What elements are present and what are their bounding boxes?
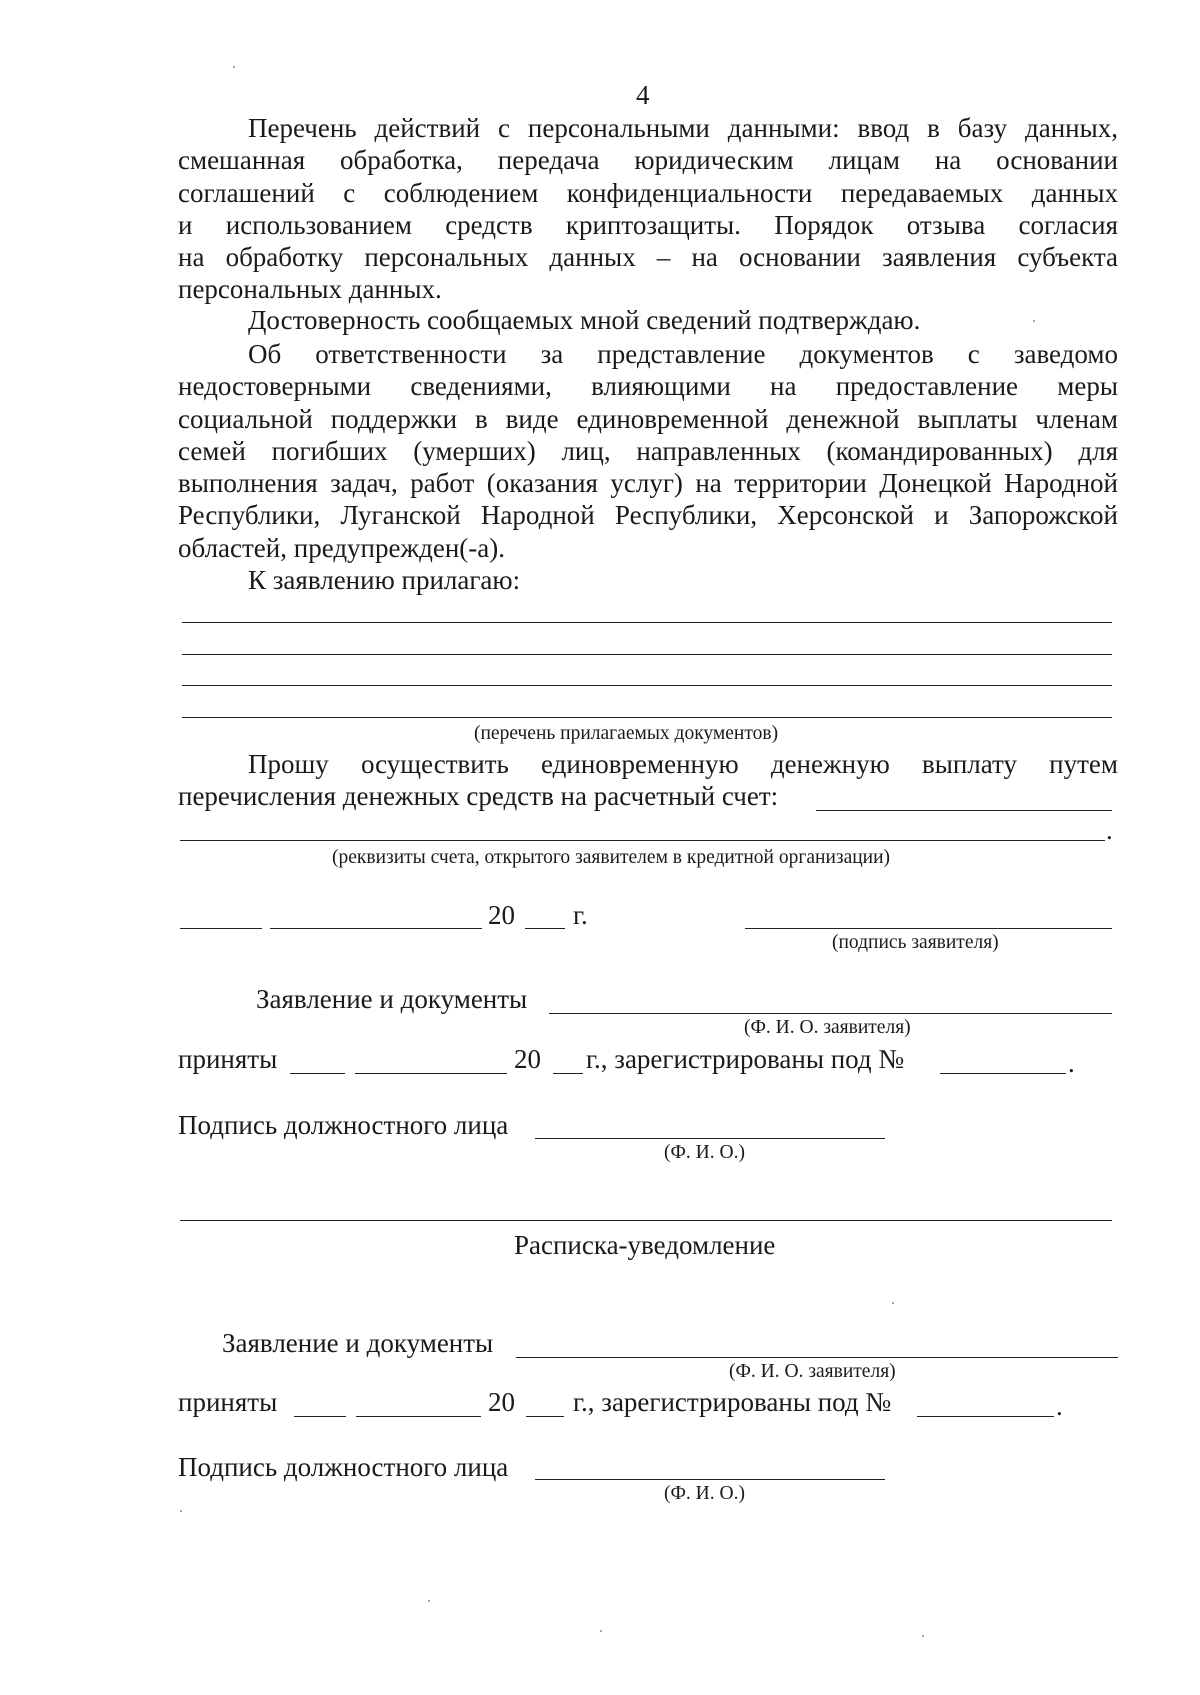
payment-paragraph bbox=[178, 748, 1118, 780]
acceptance-day-field[interactable] bbox=[290, 1073, 345, 1074]
scan-speck bbox=[922, 1635, 924, 1637]
acceptance-month-field[interactable] bbox=[355, 1073, 507, 1074]
acceptance-official-label: Подпись должностного лица bbox=[178, 1110, 509, 1140]
receipt-title: Расписка-уведомление bbox=[514, 1230, 776, 1260]
responsibility-line: семей погибших (умерших) лиц, направленных (командированных) для bbox=[178, 435, 1118, 466]
year-field[interactable] bbox=[525, 928, 565, 929]
account-field[interactable] bbox=[816, 810, 1112, 811]
acceptance-number-field[interactable] bbox=[940, 1073, 1066, 1074]
attachments-caption: (перечень прилагаемых документов) bbox=[474, 723, 779, 744]
consent-line: Перечень действий с персональными данными: ввод в базу данных, bbox=[248, 113, 1118, 143]
receipt-day-field[interactable] bbox=[294, 1416, 346, 1417]
month-field[interactable] bbox=[270, 928, 482, 929]
attachments-line[interactable] bbox=[182, 654, 1112, 655]
acceptance-docs-label: Заявление и документы bbox=[256, 984, 528, 1014]
receipt-year-field[interactable] bbox=[526, 1416, 564, 1417]
receipt-fio-field[interactable] bbox=[516, 1357, 1118, 1358]
day-field[interactable] bbox=[180, 928, 262, 929]
payment-line: Прошу осуществить единовременную денежную выплату путем bbox=[248, 749, 1118, 779]
signature-caption: (подпись заявителя) bbox=[832, 932, 999, 953]
responsibility-line: выполнения задач, работ (оказания услуг) на территории Донецкой Народной bbox=[178, 468, 1118, 499]
consent-line: соглашений с соблюдением конфиденциальности передаваемых данных bbox=[178, 177, 1118, 208]
page-number: 4 bbox=[636, 80, 650, 110]
scan-speck bbox=[600, 1630, 602, 1632]
consent-paragraph bbox=[178, 112, 1118, 306]
confirmation-text: Достоверность сообщаемых мной сведений подтверждаю. bbox=[248, 305, 921, 335]
responsibility-line: Республики, Луганской Народной Республики, Херсонской и Запорожской bbox=[178, 500, 1118, 531]
consent-line: на обработку персональных данных – на основании заявления субъекта bbox=[178, 242, 1118, 273]
acceptance-year-prefix: 20 bbox=[514, 1044, 541, 1074]
receipt-docs-label: Заявление и документы bbox=[222, 1328, 494, 1358]
account-end-dot: . bbox=[1106, 815, 1113, 845]
receipt-official-label: Подпись должностного лица bbox=[178, 1452, 509, 1482]
responsibility-line: недостоверными сведениями, влияющими на предоставление меры bbox=[178, 371, 1118, 402]
acceptance-official-caption: (Ф. И. О.) bbox=[664, 1142, 745, 1163]
receipt-registered-label: г., зарегистрированы под № bbox=[573, 1387, 892, 1417]
acceptance-end-dot: . bbox=[1068, 1048, 1075, 1078]
attachments-line[interactable] bbox=[182, 622, 1112, 623]
section-divider bbox=[180, 1220, 1112, 1221]
year-suffix: г. bbox=[573, 900, 588, 930]
receipt-fio-caption: (Ф. И. О. заявителя) bbox=[729, 1361, 896, 1382]
receipt-end-dot: . bbox=[1056, 1391, 1063, 1421]
responsibility-line: областей, предупрежден(-а). bbox=[178, 532, 506, 563]
scan-speck bbox=[892, 1302, 894, 1304]
acceptance-official-field[interactable] bbox=[535, 1138, 885, 1139]
acceptance-fio-caption: (Ф. И. О. заявителя) bbox=[744, 1017, 911, 1038]
attachments-line[interactable] bbox=[182, 685, 1112, 686]
scan-speck bbox=[180, 1510, 182, 1512]
responsibility-paragraph bbox=[178, 338, 1118, 564]
responsibility-line: социальной поддержки в виде единовременной денежной выплаты членам bbox=[178, 403, 1118, 434]
responsibility-line: Об ответственности за представление документов с заведомо bbox=[248, 339, 1118, 369]
account-details-field[interactable] bbox=[180, 840, 1105, 841]
acceptance-registered-label: г., зарегистрированы под № bbox=[586, 1044, 905, 1074]
receipt-official-caption: (Ф. И. О.) bbox=[664, 1483, 745, 1504]
scan-speck bbox=[233, 66, 235, 68]
scan-speck bbox=[1033, 320, 1035, 322]
receipt-year-prefix: 20 bbox=[488, 1387, 515, 1417]
receipt-month-field[interactable] bbox=[356, 1416, 481, 1417]
account-caption: (реквизиты счета, открытого заявителем в кредитной организации) bbox=[332, 847, 891, 868]
receipt-accepted-label: приняты bbox=[178, 1387, 278, 1417]
scan-speck bbox=[428, 1600, 430, 1602]
year-prefix: 20 bbox=[488, 900, 515, 930]
attachments-line[interactable] bbox=[182, 717, 1112, 718]
acceptance-year-field[interactable] bbox=[553, 1073, 583, 1074]
receipt-number-field[interactable] bbox=[917, 1416, 1054, 1417]
acceptance-fio-field[interactable] bbox=[549, 1013, 1112, 1014]
payment-line: перечисления денежных средств на расчетный счет: bbox=[178, 781, 779, 811]
consent-line: и использованием средств криптозащиты. Порядок отзыва согласия bbox=[178, 209, 1118, 240]
receipt-official-field[interactable] bbox=[535, 1479, 885, 1480]
acceptance-accepted-label: приняты bbox=[178, 1044, 278, 1074]
attachments-intro: К заявлению прилагаю: bbox=[248, 565, 521, 595]
consent-line: персональных данных. bbox=[178, 274, 442, 305]
consent-line: смешанная обработка, передача юридическим лицам на основании bbox=[178, 145, 1118, 176]
signature-field[interactable] bbox=[745, 928, 1112, 929]
